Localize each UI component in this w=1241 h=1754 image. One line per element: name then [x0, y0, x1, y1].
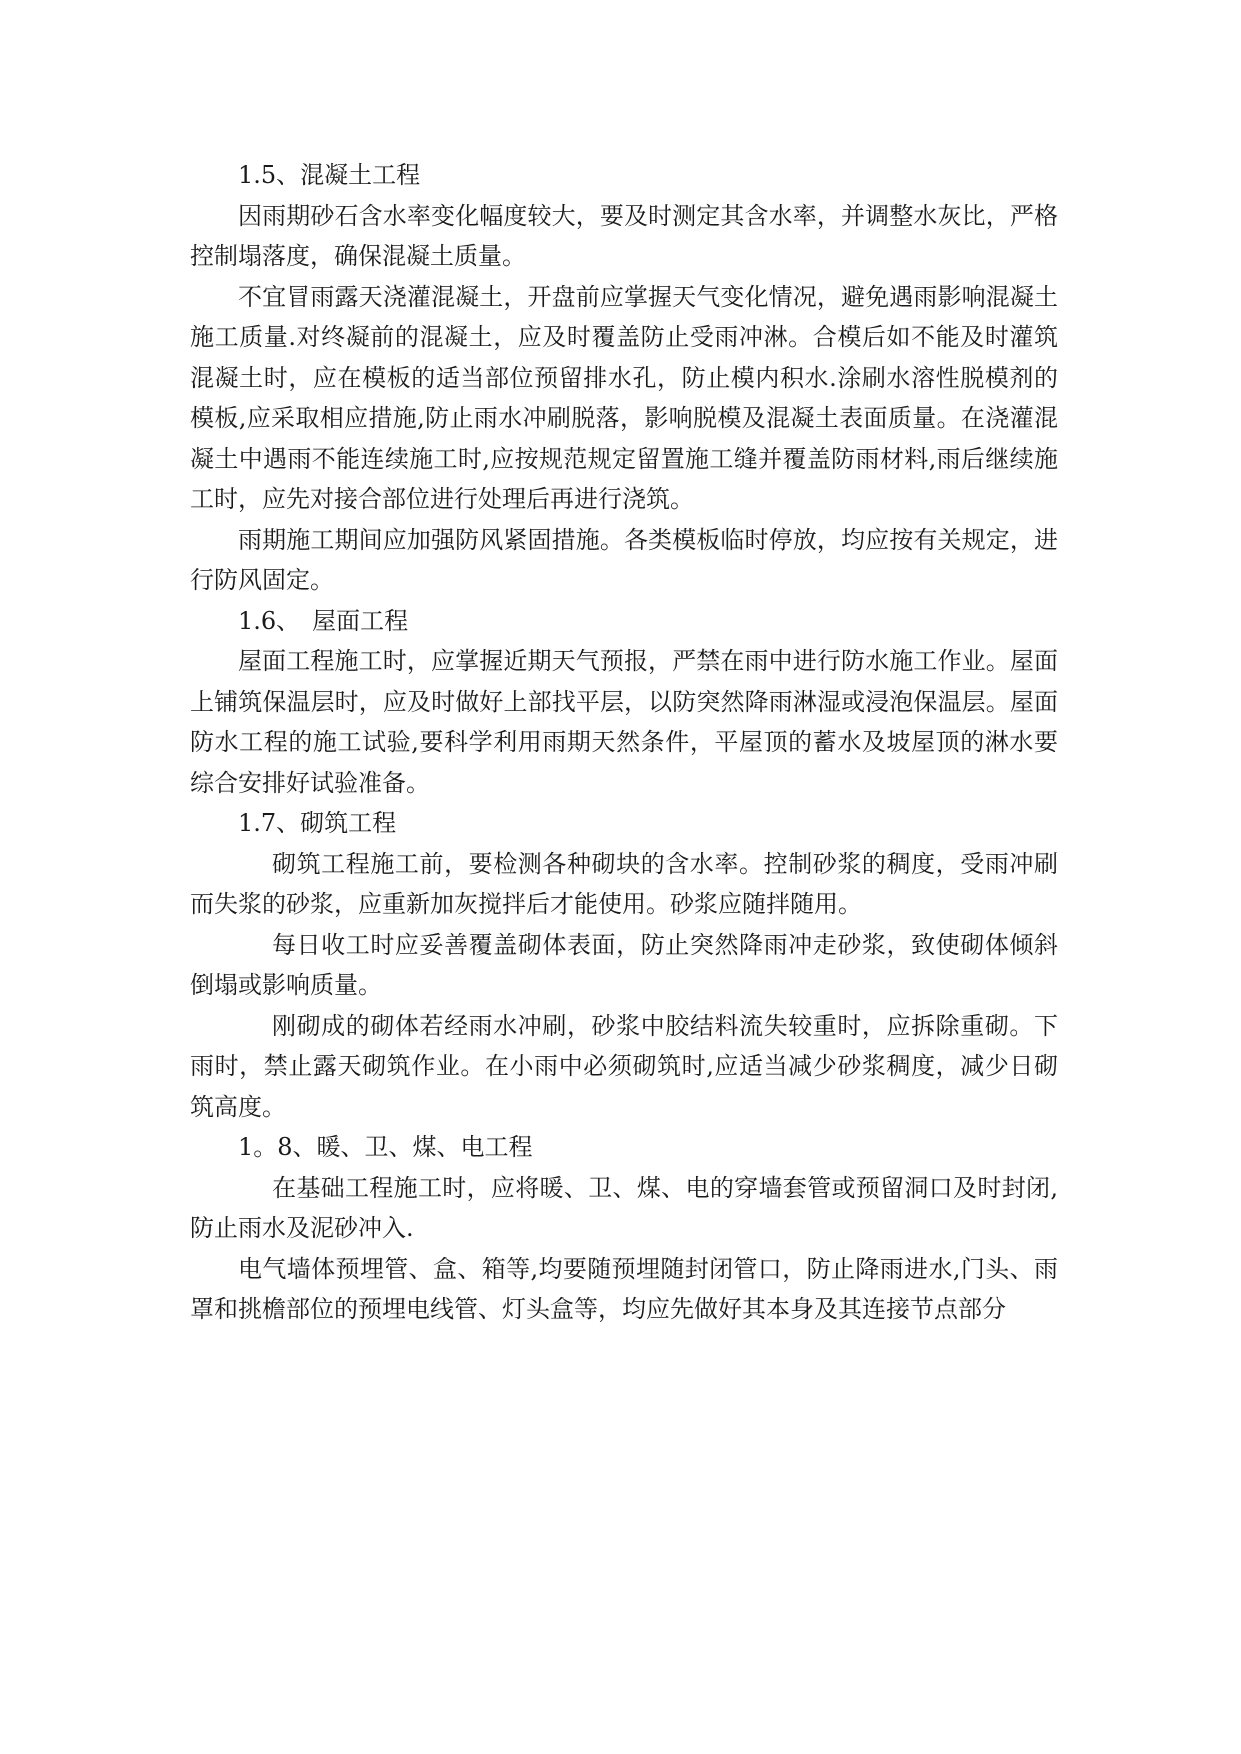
section-heading-1-6: 1.6、 屋面工程	[238, 606, 409, 635]
paragraph: 刚砌成的砌体若经雨水冲刷，砂浆中胶结料流失较重时，应拆除重砌。下雨时，禁止露天砌筑作业。在小雨中必须砌筑时,应适当减少砂浆稠度，减少日砌筑高度。	[190, 1011, 1058, 1121]
paragraph: 在基础工程施工时，应将暖、卫、煤、电的穿墙套管或预留洞口及时封闭,防止雨水及泥砂冲入.	[190, 1173, 1058, 1242]
section-heading-1-8: 1。8、暖、卫、煤、电工程	[238, 1133, 533, 1161]
paragraph: 屋面工程施工时，应掌握近期天气预报，严禁在雨中进行防水施工作业。屋面上铺筑保温层时，应及时做好上部找平层，以防突然降雨淋湿或浸泡保温层。屋面防水工程的施工试验,要科学利用雨期天然条件，平屋顶的蓄水及坡屋顶的淋水要综合安排好试验准备。	[190, 647, 1058, 797]
paragraph: 雨期施工期间应加强防风紧固措施。各类模板临时停放，均应按有关规定，进行防风固定。	[190, 525, 1058, 594]
paragraph: 不宜冒雨露天浇灌混凝土，开盘前应掌握天气变化情况，避免遇雨影响混凝土施工质量.对终凝前的混凝土，应及时覆盖防止受雨冲淋。合模后如不能及时灌筑混凝土时，应在模板的适当部位预留排水孔，防止模内积水.涂刷水溶性脱模剂的模板,应采取相应措施,防止雨水冲刷脱落，影响脱模及混凝土表面质量。在浇灌混凝土中遇雨不能连续施工时,应按规范规定留置施工缝并覆盖防雨材料,雨后继续施工时，应先对接合部位进行处理后再进行浇筑。	[190, 282, 1058, 513]
section-heading-1-5: 1.5、混凝土工程	[238, 161, 421, 189]
paragraph: 电气墙体预埋管、盒、箱等,均要随预埋随封闭管口，防止降雨进水,门头、雨罩和挑檐部位的预埋电线管、灯头盒等，均应先做好其本身及其连接节点部分	[190, 1254, 1058, 1323]
document-body	[190, 155, 1058, 1330]
paragraph: 因雨期砂石含水率变化幅度较大，要及时测定其含水率，并调整水灰比，严格控制塌落度，确保混凝土质量。	[190, 201, 1058, 270]
paragraph: 每日收工时应妥善覆盖砌体表面，防止突然降雨冲走砂浆，致使砌体倾斜倒塌或影响质量。	[190, 930, 1058, 999]
section-heading-1-7: 1.7、砌筑工程	[238, 809, 397, 837]
paragraph: 砌筑工程施工前，要检测各种砌块的含水率。控制砂浆的稠度，受雨冲刷而失浆的砂浆，应重新加灰搅拌后才能使用。砂浆应随拌随用。	[190, 849, 1058, 918]
